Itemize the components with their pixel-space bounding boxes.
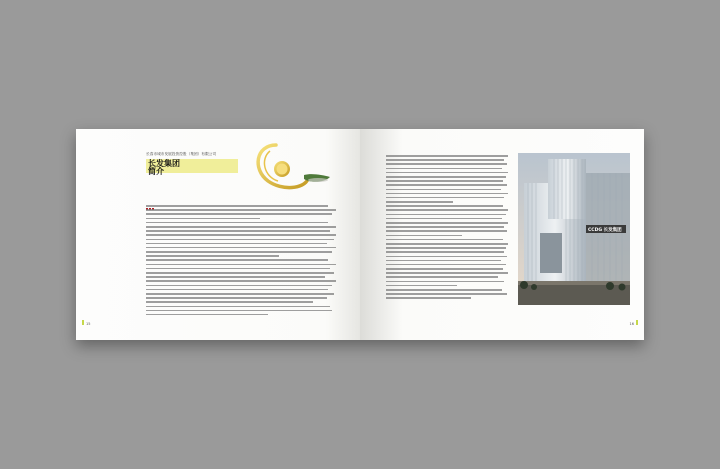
decorative-dots xyxy=(146,195,158,198)
left-page xyxy=(76,129,360,340)
company-name: 长春市城市发展投资控股（集团）有限公司 xyxy=(146,152,217,156)
page-marker xyxy=(636,320,638,325)
building-sign: CCDG 长发集团 xyxy=(588,228,622,233)
gold-swirl-illustration xyxy=(246,139,336,194)
body-text xyxy=(146,205,336,318)
building-photo xyxy=(518,153,630,305)
page-number: 15 xyxy=(86,322,91,326)
page-title: 长发集团 xyxy=(148,159,180,168)
page-number: 16 xyxy=(629,322,634,326)
page-marker xyxy=(82,320,84,325)
body-text xyxy=(386,155,508,302)
right-page xyxy=(360,129,644,340)
page-subtitle: 简介 xyxy=(148,167,164,176)
brochure-spread xyxy=(76,129,644,340)
